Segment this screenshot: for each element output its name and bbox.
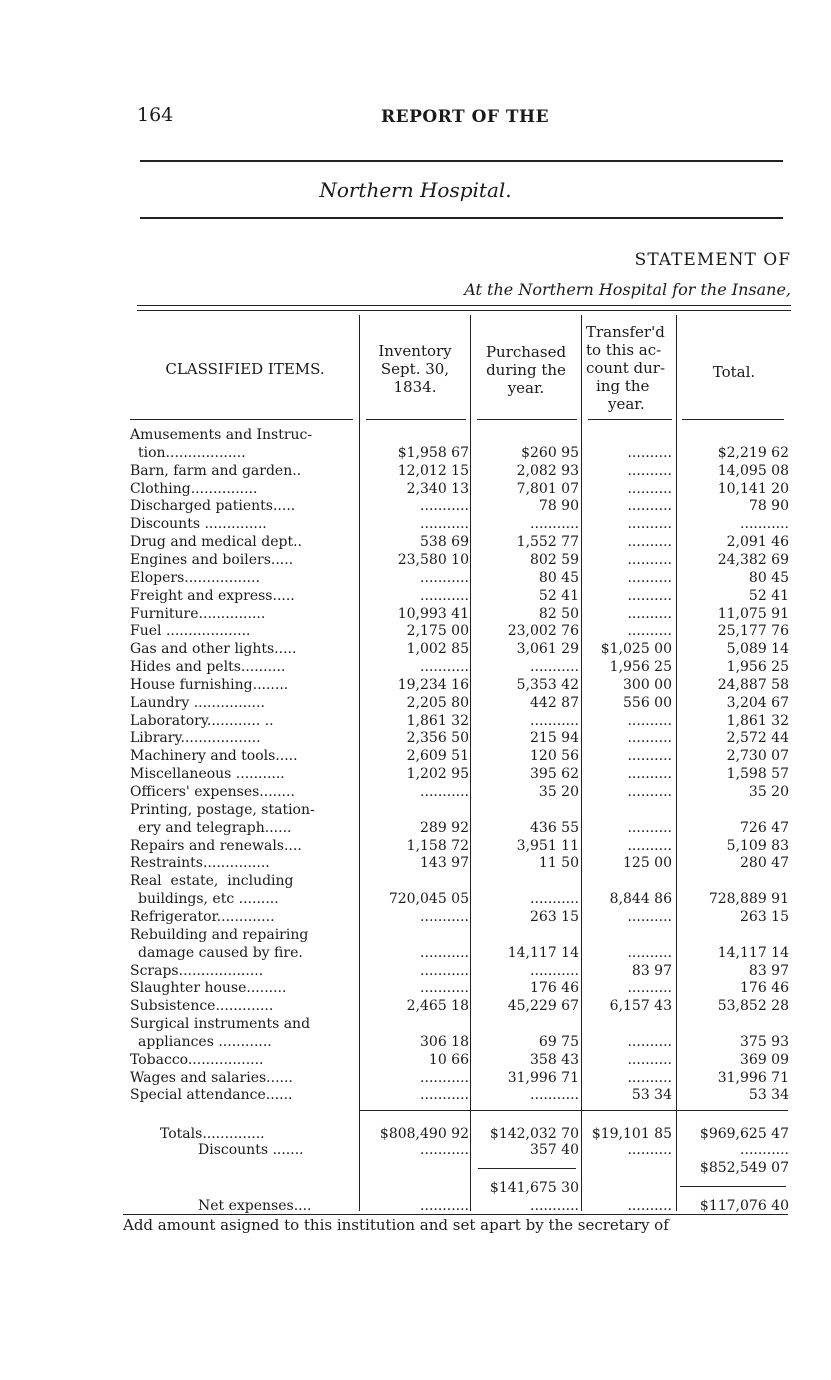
totals-inventory: $808,490 92: [379, 1126, 469, 1142]
row-label: Repairs and renewals....: [130, 837, 302, 854]
row-total: 2,572 44: [726, 730, 789, 747]
row-total: 25,177 76: [717, 623, 789, 640]
row-purchased: 52 41: [538, 587, 579, 604]
table-row: [0, 820, 831, 838]
row-transferred: ..........: [627, 516, 672, 533]
row-total: 263 15: [740, 908, 789, 925]
row-inventory: 538 69: [420, 534, 469, 551]
header-underline-4: [682, 419, 784, 420]
row-total: 52 41: [748, 587, 789, 604]
row-label: Drug and medical dept..: [130, 534, 302, 551]
row-purchased: 1,552 77: [516, 534, 579, 551]
row-purchased: 3,951 11: [516, 837, 579, 854]
row-inventory: 306 18: [420, 1033, 469, 1050]
row-inventory: 2,356 50: [406, 730, 469, 747]
table-top-rule-2: [137, 310, 791, 311]
totals-rule: [360, 1110, 788, 1111]
row-label: Clothing...............: [130, 480, 258, 497]
row-transferred: ..........: [627, 730, 672, 747]
row-purchased: 215 94: [530, 730, 579, 747]
row-purchased: ...........: [530, 962, 579, 979]
row-transferred: ..........: [627, 498, 672, 515]
row-purchased: ...........: [530, 712, 579, 729]
row-transferred: ..........: [627, 1033, 672, 1050]
row-label: buildings, etc .........: [138, 891, 279, 908]
row-transferred: 8,844 86: [609, 891, 672, 908]
row-transferred: ..........: [627, 1069, 672, 1086]
table-row: [0, 802, 831, 820]
row-inventory: ...........: [420, 1087, 469, 1104]
row-transferred: ..........: [627, 587, 672, 604]
discounts-row: [0, 1142, 831, 1160]
row-label: Discharged patients.....: [130, 498, 296, 515]
row-total: 176 46: [740, 980, 789, 997]
row-label: Freight and express.....: [130, 587, 295, 604]
table-row: [0, 1034, 831, 1052]
totals-transferred: $19,101 85: [591, 1126, 672, 1142]
row-transferred: 6,157 43: [609, 998, 672, 1015]
row-total: 10,141 20: [717, 480, 789, 497]
table-row: [0, 641, 831, 659]
row-inventory: ...........: [420, 908, 469, 925]
row-purchased: 14,117 14: [507, 944, 579, 961]
row-inventory: 1,202 95: [406, 766, 469, 783]
row-purchased: 395 62: [530, 766, 579, 783]
row-total: ...........: [740, 516, 789, 533]
row-label: Furniture...............: [130, 605, 266, 622]
row-inventory: ...........: [420, 980, 469, 997]
table-row: [0, 713, 831, 731]
row-transferred: ..........: [627, 462, 672, 479]
row-inventory: ...........: [420, 569, 469, 586]
row-inventory: 2,175 00: [406, 623, 469, 640]
row-label: Surgical instruments and: [130, 1016, 311, 1033]
row-purchased: 31,996 71: [507, 1069, 579, 1086]
table-row: [0, 909, 831, 927]
row-label: Amusements and Instruc-: [130, 427, 313, 443]
row-inventory: 10,993 41: [397, 605, 469, 622]
row-label: Rebuilding and repairing: [130, 926, 309, 943]
row-transferred: ..........: [627, 569, 672, 586]
row-transferred: ..........: [627, 944, 672, 961]
table-row: [0, 570, 831, 588]
row-label: Tobacco.................: [130, 1051, 264, 1068]
row-inventory: ...........: [420, 587, 469, 604]
table-row: [0, 516, 831, 534]
row-inventory: 10 66: [428, 1051, 469, 1068]
row-purchased: 35 20: [538, 784, 579, 800]
totals-label: Totals..............: [160, 1126, 265, 1142]
discounts-transferred: ..........: [627, 1142, 672, 1158]
row-transferred: 53 34: [631, 1087, 672, 1104]
table-row: [0, 945, 831, 963]
totals-total: $969,625 47: [699, 1126, 789, 1142]
net-total-rule: [680, 1186, 786, 1187]
row-purchased: 78 90: [538, 498, 579, 515]
row-transferred: ..........: [627, 837, 672, 854]
row-inventory: 12,012 15: [397, 462, 469, 479]
row-purchased: 436 55: [530, 819, 579, 836]
row-label: Gas and other lights.....: [130, 641, 297, 658]
table-row: [0, 855, 831, 873]
row-total: 2,730 07: [726, 748, 789, 765]
row-inventory: ...........: [420, 784, 469, 800]
statement-subheading: At the Northern Hospital for the Insane,: [464, 280, 791, 299]
table-row: [0, 677, 831, 695]
row-transferred: ..........: [627, 623, 672, 640]
row-purchased: 7,801 07: [516, 480, 579, 497]
row-label: Slaughter house.........: [130, 980, 287, 997]
table-row: [0, 873, 831, 891]
row-purchased: 45,229 67: [507, 998, 579, 1015]
row-label: tion..................: [138, 444, 246, 461]
subtotal-total: $852,549 07: [699, 1160, 789, 1176]
row-label: Wages and salaries......: [130, 1069, 293, 1086]
row-label: Subsistence.............: [130, 998, 274, 1015]
row-purchased: 5,353 42: [516, 676, 579, 693]
row-total: 375 93: [740, 1033, 789, 1050]
table-row: [0, 838, 831, 856]
column-header-purchased: Purchased during the year.: [485, 343, 567, 397]
row-inventory: ...........: [420, 944, 469, 961]
row-total: 728,889 91: [708, 891, 789, 908]
section-rule: [140, 217, 783, 219]
row-transferred: ..........: [627, 534, 672, 551]
row-purchased: ...........: [530, 516, 579, 533]
table-row: [0, 498, 831, 516]
row-total: 35 20: [748, 784, 789, 800]
row-purchased: 80 45: [538, 569, 579, 586]
row-inventory: 1,002 85: [406, 641, 469, 658]
net-expenses-purchased: ...........: [530, 1198, 579, 1214]
row-total: 1,956 25: [726, 659, 789, 676]
table-row: [0, 891, 831, 909]
row-label: Elopers.................: [130, 569, 260, 586]
row-label: damage caused by fire.: [138, 944, 303, 961]
row-purchased: 802 59: [530, 551, 579, 568]
row-purchased: 2,082 93: [516, 462, 579, 479]
row-total: 78 90: [748, 498, 789, 515]
row-inventory: $1,958 67: [397, 444, 469, 461]
row-purchased: ...........: [530, 659, 579, 676]
column-header-total: Total.: [712, 363, 756, 381]
totals-purchased: $142,032 70: [489, 1126, 579, 1142]
table-row: [0, 1070, 831, 1088]
table-row: [0, 927, 831, 945]
row-transferred: ..........: [627, 980, 672, 997]
discounts-label: Discounts .......: [198, 1142, 304, 1158]
row-purchased: 3,061 29: [516, 641, 579, 658]
table-row: [0, 784, 831, 802]
column-header-transferred: Transfer'd to this ac- count dur- ing the year.: [586, 323, 666, 413]
row-inventory: 2,609 51: [406, 748, 469, 765]
row-transferred: 125 00: [623, 855, 672, 872]
row-inventory: ...........: [420, 516, 469, 533]
row-label: Restraints...............: [130, 855, 270, 872]
row-total: 1,598 57: [726, 766, 789, 783]
row-total: 11,075 91: [717, 605, 789, 622]
table-row: [0, 606, 831, 624]
row-purchased: 23,002 76: [507, 623, 579, 640]
row-purchased: $260 95: [521, 444, 579, 461]
row-label: Scraps...................: [130, 962, 264, 979]
row-label: Machinery and tools.....: [130, 748, 298, 765]
header-underline-2: [477, 419, 577, 420]
table-row: [0, 1087, 831, 1105]
header-underline-1: [366, 419, 466, 420]
row-total: 83 97: [748, 962, 789, 979]
row-total: 3,204 67: [726, 694, 789, 711]
top-rule: [140, 160, 783, 162]
table-row: [0, 445, 831, 463]
table-row: [0, 695, 831, 713]
discounts-inventory: ...........: [420, 1142, 469, 1158]
row-label: Refrigerator.............: [130, 908, 275, 925]
table-top-rule: [137, 305, 791, 306]
row-purchased: 11 50: [538, 855, 579, 872]
row-purchased: ...........: [530, 1087, 579, 1104]
row-transferred: 556 00: [623, 694, 672, 711]
row-label: Fuel ...................: [130, 623, 251, 640]
row-total: 369 09: [740, 1051, 789, 1068]
row-total: 53,852 28: [717, 998, 789, 1015]
row-total: $2,219 62: [717, 444, 789, 461]
row-inventory: ...........: [420, 962, 469, 979]
row-transferred: ..........: [627, 444, 672, 461]
table-row: [0, 534, 831, 552]
table-row: [0, 481, 831, 499]
table-row: [0, 963, 831, 981]
row-purchased: 69 75: [538, 1033, 579, 1050]
row-label: Miscellaneous ...........: [130, 766, 285, 783]
row-total: 24,382 69: [717, 551, 789, 568]
row-purchased: 358 43: [530, 1051, 579, 1068]
discounts-purchased: 357 40: [530, 1142, 579, 1158]
table-bottom-rule: [123, 1214, 788, 1215]
row-purchased: 263 15: [530, 908, 579, 925]
net-expenses-total: $117,076 40: [699, 1198, 789, 1214]
row-total: 280 47: [740, 855, 789, 872]
row-total: 5,109 83: [726, 837, 789, 854]
row-label: Barn, farm and garden..: [130, 462, 302, 479]
row-label: Special attendance......: [130, 1087, 293, 1104]
row-inventory: 19,234 16: [397, 676, 469, 693]
subtotal-row: [0, 1160, 831, 1178]
row-transferred: ..........: [627, 908, 672, 925]
row-total: 14,095 08: [717, 462, 789, 479]
row-label: Library..................: [130, 730, 261, 747]
net-expenses-transferred: ..........: [627, 1198, 672, 1214]
table-row: [0, 980, 831, 998]
row-transferred: 300 00: [623, 676, 672, 693]
row-transferred: ..........: [627, 605, 672, 622]
row-transferred: 1,956 25: [609, 659, 672, 676]
row-inventory: 2,465 18: [406, 998, 469, 1015]
table-row: [0, 623, 831, 641]
row-label: Printing, postage, station-: [130, 801, 315, 818]
row-inventory: 1,861 32: [406, 712, 469, 729]
table-row: [0, 1016, 831, 1034]
net-expenses-label: Net expenses....: [198, 1198, 312, 1214]
table-row: [0, 1052, 831, 1070]
row-inventory: 2,340 13: [406, 480, 469, 497]
row-total: 53 34: [748, 1087, 789, 1104]
section-title: Northern Hospital.: [319, 178, 512, 202]
row-label: Officers' expenses........: [130, 784, 295, 800]
row-purchased: 442 87: [530, 694, 579, 711]
discounts-total: ...........: [740, 1142, 789, 1158]
running-title: REPORT OF THE: [381, 107, 550, 127]
row-inventory: 23,580 10: [397, 551, 469, 568]
table-row: [0, 552, 831, 570]
row-label: House furnishing........: [130, 676, 289, 693]
table-row: [0, 659, 831, 677]
row-transferred: ..........: [627, 766, 672, 783]
column-header-inventory: Inventory Sept. 30, 1834.: [378, 342, 452, 396]
row-inventory: 143 97: [420, 855, 469, 872]
page-number: 164: [137, 104, 174, 126]
row-transferred: ..........: [627, 784, 672, 800]
row-inventory: ...........: [420, 1069, 469, 1086]
row-inventory: 289 92: [420, 819, 469, 836]
row-label: ery and telegraph......: [138, 819, 292, 836]
table-row: [0, 463, 831, 481]
row-purchased: 82 50: [538, 605, 579, 622]
row-transferred: ..........: [627, 748, 672, 765]
table-row: [0, 998, 831, 1016]
row-inventory: 2,205 80: [406, 694, 469, 711]
table-row: [0, 588, 831, 606]
row-inventory: 1,158 72: [406, 837, 469, 854]
header-underline-3: [588, 419, 672, 420]
row-total: 14,117 14: [717, 944, 789, 961]
row-transferred: ..........: [627, 1051, 672, 1068]
row-inventory: ...........: [420, 659, 469, 676]
row-label: Hides and pelts..........: [130, 659, 286, 676]
row-total: 5,089 14: [726, 641, 789, 658]
row-total: 726 47: [740, 819, 789, 836]
row-label: Discounts ..............: [130, 516, 267, 533]
table-row: [0, 766, 831, 784]
row-total: 31,996 71: [717, 1069, 789, 1086]
purchased-net-row: [0, 1180, 831, 1198]
row-transferred: $1,025 00: [600, 641, 672, 658]
statement-heading: STATEMENT OF: [634, 250, 791, 270]
row-total: 1,861 32: [726, 712, 789, 729]
row-transferred: ..........: [627, 551, 672, 568]
row-purchased: ...........: [530, 891, 579, 908]
net-expenses-inventory: ...........: [420, 1198, 469, 1214]
row-total: 80 45: [748, 569, 789, 586]
row-total: 24,887 58: [717, 676, 789, 693]
table-row: [0, 427, 831, 445]
row-transferred: 83 97: [631, 962, 672, 979]
header-underline-0: [130, 419, 353, 420]
row-label: Real estate, including: [130, 873, 294, 890]
row-label: appliances ............: [138, 1033, 272, 1050]
row-label: Engines and boilers.....: [130, 551, 294, 568]
row-purchased: 176 46: [530, 980, 579, 997]
row-label: Laundry ................: [130, 694, 265, 711]
row-inventory: 720,045 05: [388, 891, 469, 908]
purchased-net: $141,675 30: [489, 1180, 579, 1196]
table-row: [0, 730, 831, 748]
row-transferred: ..........: [627, 480, 672, 497]
row-total: 2,091 46: [726, 534, 789, 551]
row-purchased: 120 56: [530, 748, 579, 765]
row-inventory: ...........: [420, 498, 469, 515]
row-label: Laboratory............ ..: [130, 712, 274, 729]
column-header-items: CLASSIFIED ITEMS.: [165, 360, 325, 378]
footer-text: Add amount asigned to this institution and set apart by the secretary of: [123, 1216, 669, 1234]
row-transferred: ..........: [627, 712, 672, 729]
row-transferred: ..........: [627, 819, 672, 836]
table-row: [0, 748, 831, 766]
